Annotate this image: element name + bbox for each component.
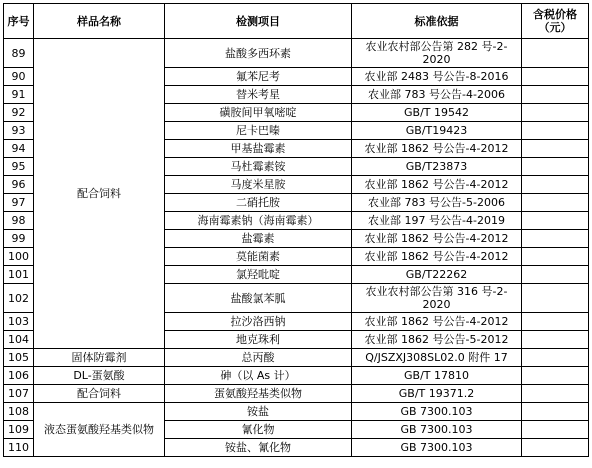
row-price [522,122,589,140]
row-standard: 农业部 1862 号公告-4-2012 [352,313,522,331]
row-no: 91 [4,86,34,104]
row-item: 砷（以 As 计） [165,367,352,385]
header-seq: 序号 [4,4,34,39]
row-item: 氯羟吡啶 [165,266,352,284]
row-item: 总丙酸 [165,349,352,367]
row-price [522,230,589,248]
row-standard: 农业部 783 号公告-4-2006 [352,86,522,104]
sample-cell: DL-蛋氨酸 [34,367,165,385]
sample-cell: 配合饲料 [34,39,165,349]
row-item: 海南霉素钠（海南霉素） [165,212,352,230]
row-price [522,86,589,104]
row-no: 102 [4,284,34,313]
row-no: 100 [4,248,34,266]
row-standard: GB/T19423 [352,122,522,140]
row-price [522,403,589,421]
row-no: 99 [4,230,34,248]
row-standard: Q/JSZXJ308SL02.0 附件 17 [352,349,522,367]
row-no: 103 [4,313,34,331]
row-standard: GB/T22262 [352,266,522,284]
row-standard: GB/T23873 [352,158,522,176]
row-item: 马杜霉素铵 [165,158,352,176]
row-item: 拉沙洛西钠 [165,313,352,331]
row-price [522,248,589,266]
row-no: 106 [4,367,34,385]
header-standard: 标准依据 [352,4,522,39]
row-price [522,313,589,331]
row-no: 108 [4,403,34,421]
row-price [522,104,589,122]
row-price [522,331,589,349]
row-item: 盐霉素 [165,230,352,248]
row-standard: 农业部 1862 号公告-4-2012 [352,176,522,194]
row-standard: GB/T 17810 [352,367,522,385]
row-no: 92 [4,104,34,122]
row-standard: 农业部 1862 号公告-4-2012 [352,230,522,248]
row-item: 氰化物 [165,421,352,439]
row-no: 105 [4,349,34,367]
row-no: 89 [4,39,34,68]
row-standard: GB 7300.103 [352,421,522,439]
row-item: 马度米星胺 [165,176,352,194]
row-item: 替米考星 [165,86,352,104]
row-no: 107 [4,385,34,403]
row-price [522,39,589,68]
table-row [4,367,589,385]
row-standard: 农业部 1862 号公告-5-2012 [352,331,522,349]
row-no: 96 [4,176,34,194]
table-row [4,385,589,403]
row-price [522,68,589,86]
row-price [522,140,589,158]
row-price [522,349,589,367]
row-standard: 农业部 2483 号公告-8-2016 [352,68,522,86]
row-standard: 农业农村部公告第 282 号-2-2020 [352,39,522,68]
table-row [4,39,589,68]
row-standard: GB/T 19371.2 [352,385,522,403]
row-price [522,176,589,194]
row-standard: 农业农村部公告第 316 号-2-2020 [352,284,522,313]
sample-cell: 液态蛋氨酸羟基类似物 [34,403,165,457]
row-no: 101 [4,266,34,284]
row-no: 97 [4,194,34,212]
row-no: 110 [4,439,34,457]
price-table [3,3,589,457]
row-price [522,284,589,313]
row-no: 98 [4,212,34,230]
row-no: 104 [4,331,34,349]
row-price [522,194,589,212]
row-item: 莫能菌素 [165,248,352,266]
row-no: 95 [4,158,34,176]
row-item: 氟苯尼考 [165,68,352,86]
row-item: 甲基盐霉素 [165,140,352,158]
row-item: 铵盐、氰化物 [165,439,352,457]
row-price [522,385,589,403]
row-item: 盐酸多西环素 [165,39,352,68]
row-price [522,158,589,176]
row-item: 盐酸氯苯胍 [165,284,352,313]
row-price [522,421,589,439]
row-no: 94 [4,140,34,158]
row-item: 二硝托胺 [165,194,352,212]
row-price [522,367,589,385]
row-standard: 农业部 1862 号公告-4-2012 [352,248,522,266]
row-no: 93 [4,122,34,140]
row-price [522,439,589,457]
row-no: 109 [4,421,34,439]
table-row [4,349,589,367]
row-standard: 农业部 197 号公告-4-2019 [352,212,522,230]
row-no: 90 [4,68,34,86]
row-standard: 农业部 1862 号公告-4-2012 [352,140,522,158]
row-item: 地克珠利 [165,331,352,349]
row-price [522,212,589,230]
header-item: 检测项目 [165,4,352,39]
row-item: 磺胺间甲氧嘧啶 [165,104,352,122]
row-item: 尼卡巴嗪 [165,122,352,140]
row-item: 铵盐 [165,403,352,421]
sample-cell: 配合饲料 [34,385,165,403]
row-standard: GB 7300.103 [352,439,522,457]
row-item: 蛋氨酸羟基类似物 [165,385,352,403]
row-standard: 农业部 783 号公告-5-2006 [352,194,522,212]
header-sample: 样品名称 [34,4,165,39]
header-price: 含税价格（元） [522,4,589,39]
row-price [522,266,589,284]
row-standard: GB 7300.103 [352,403,522,421]
sample-cell: 固体防霉剂 [34,349,165,367]
table-row [4,403,589,421]
row-standard: GB/T 19542 [352,104,522,122]
